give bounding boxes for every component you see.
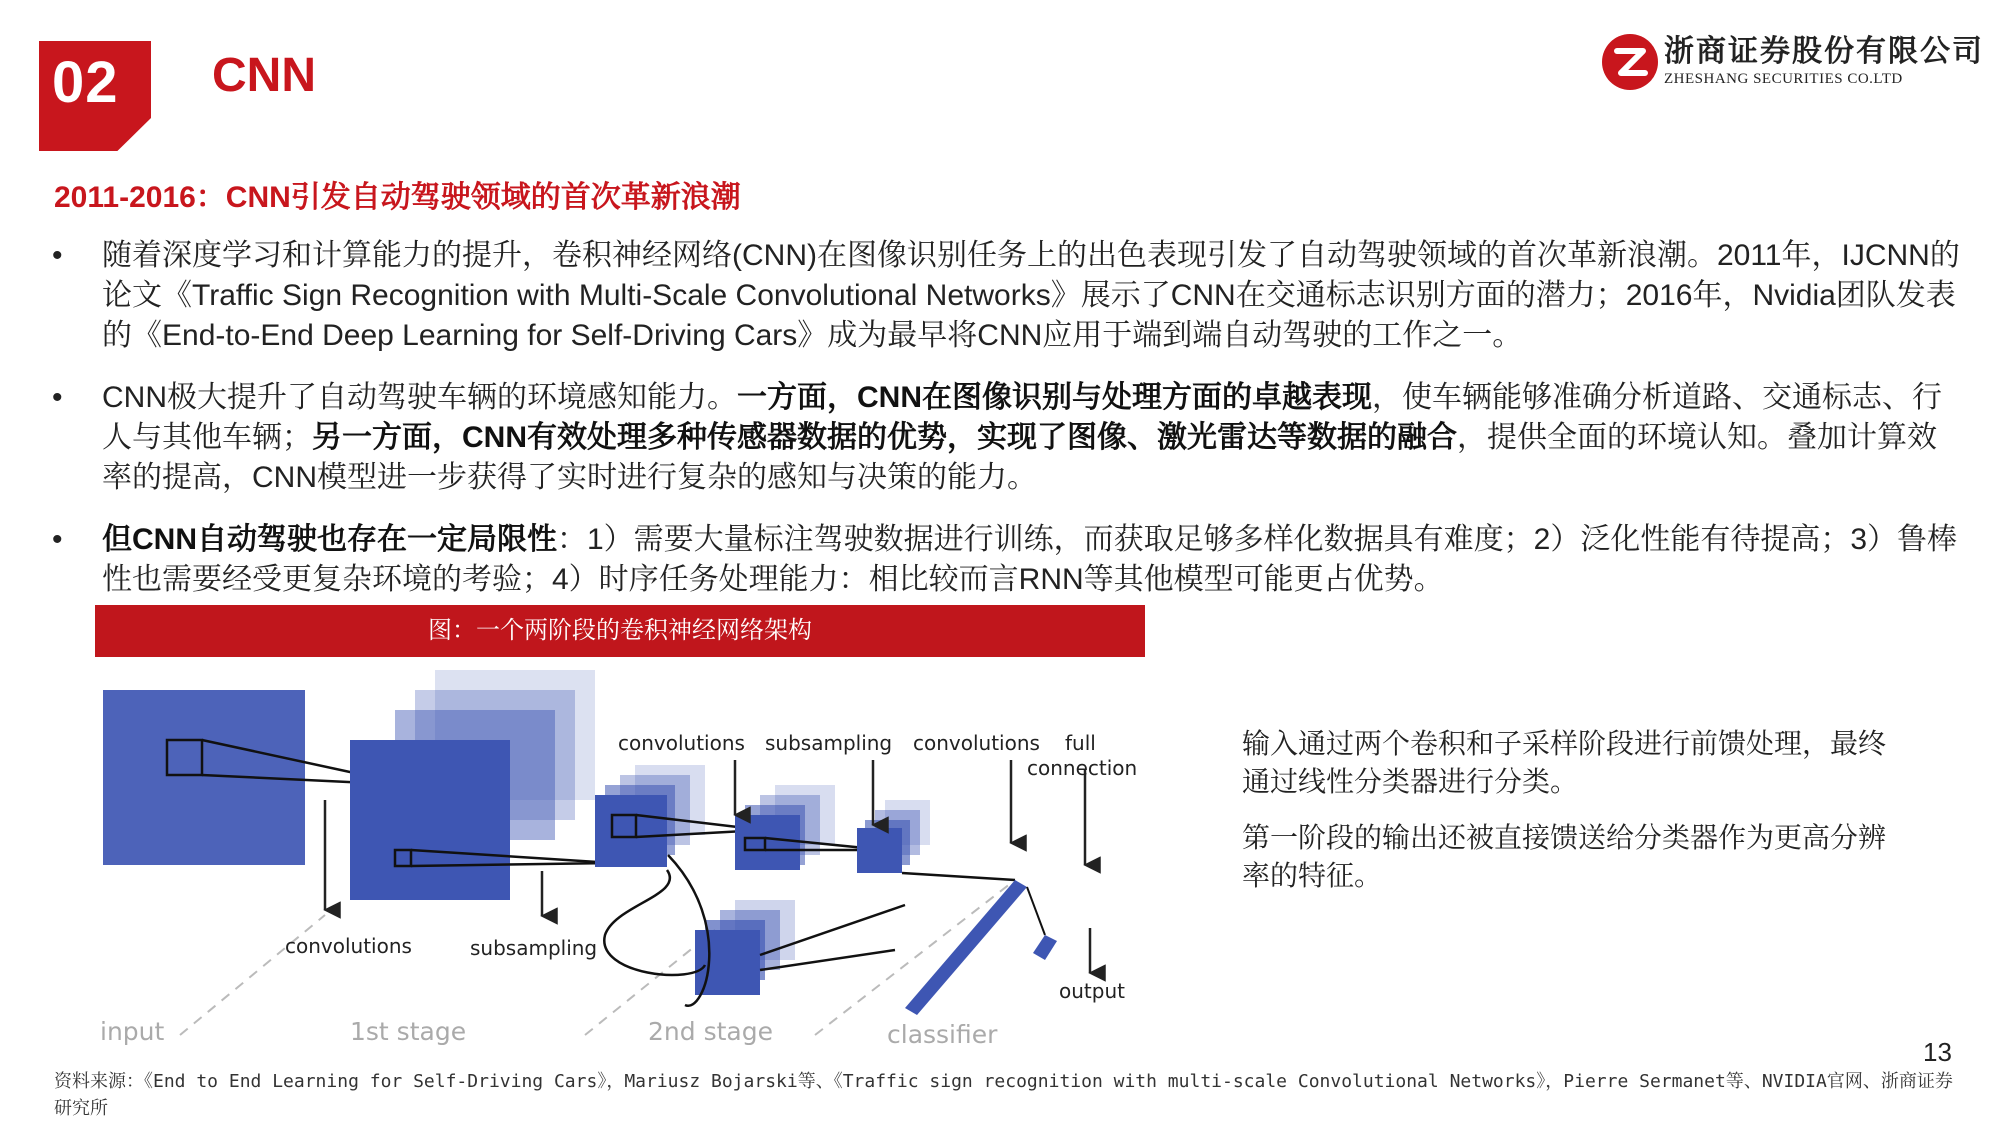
- bullet-text: CNN极大提升了自动驾驶车辆的环境感知能力。: [102, 381, 737, 414]
- cnn-architecture-diagram: [95, 665, 1155, 1060]
- bullet-marker: •: [52, 381, 63, 414]
- label-subsampling: subsampling: [470, 936, 598, 960]
- label-output: output: [1059, 979, 1125, 1003]
- bullet-bold-text: 但CNN自动驾驶也存在一定局限性: [102, 523, 557, 556]
- bullet-marker: •: [52, 523, 63, 556]
- company-name-cn: 浙商证券股份有限公司: [1664, 34, 1984, 69]
- bullet-text: ，提供全面的环境认知。叠加计算效率的提高，CNN模型进一步获得了实时进行复杂的感知与决策的能力。: [102, 421, 1937, 494]
- label-subsampling: subsampling: [765, 731, 893, 755]
- zheshang-logo-icon: [1601, 33, 1659, 91]
- section-title: CNN: [212, 49, 316, 102]
- slide-subtitle: 2011-2016：CNN引发自动驾驶领域的首次革新浪潮: [54, 181, 741, 214]
- classifier-plane: [905, 880, 1027, 1015]
- bullet-text: ：1）需要大量标注驾驶数据进行训练，而获取足够多样化数据具有难度；2）泛化性能有待提高；3）鲁棒性也需要经受更复杂环境的考验；4）时序任务处理能力：相比较而言RNN等其他模型可能更占优势。: [102, 523, 1958, 596]
- bullet-text: 随着深度学习和计算能力的提升，卷积神经网络(CNN)在图像识别任务上的出色表现引发了自动驾驶领域的首次革新浪潮。2011年，IJCNN的论文《Traffic Sign Recognition with Multi-Scale Convolutional Networks》展示了CNN在交通标志识别方面的潜力；2016年，Nvidia团队发表的《End-to-End Deep Learning for Self-Driving Cars》成为最早将CNN应用于端到端自动驾驶的工作之一。: [102, 239, 1960, 352]
- source-note: 资料来源：《End to End Learning for Self-Driving Cars》，Mariusz Bojarski等、《Traffic sign recognition with multi-scale Convolutional Networks》，Pierre Sermanet等、NVIDIA官网、浙商证券研究所: [54, 1071, 1953, 1119]
- figure-caption-bar: [95, 605, 1145, 657]
- figure-description: [1242, 725, 1902, 913]
- bullet-item: [52, 378, 1962, 498]
- label-convolutions: convolutions: [913, 731, 1040, 755]
- bullet-list: [52, 236, 1962, 622]
- stage2-subsampled-maps: [857, 800, 930, 873]
- description-paragraph: 第一阶段的输出还被直接馈送给分类器作为更高分辨率的特征。: [1242, 822, 1887, 891]
- bullet-bold-text: 另一方面，CNN有效处理多种传感器数据的优势，实现了图像、激光雷达等数据的融合: [312, 421, 1457, 454]
- section-number: 02: [52, 50, 119, 115]
- label-stage1: 1st stage: [350, 1017, 467, 1046]
- label-full: full: [1065, 731, 1096, 755]
- bullet-item: [52, 520, 1962, 600]
- label-classifier: classifier: [887, 1020, 998, 1049]
- label-convolutions: convolutions: [618, 731, 745, 755]
- description-paragraph: 输入通过两个卷积和子采样阶段进行前馈处理，最终通过线性分类器进行分类。: [1242, 728, 1887, 797]
- label-input: input: [100, 1017, 165, 1046]
- label-convolutions: convolutions: [285, 934, 412, 958]
- bullet-item: [52, 236, 1962, 356]
- stage2-conv-maps: [735, 785, 835, 870]
- label-connection: connection: [1027, 756, 1138, 780]
- page-number: 13: [1923, 1037, 1952, 1067]
- bullet-bold-text: 一方面，CNN在图像识别与处理方面的卓越表现: [737, 381, 1372, 414]
- company-name-en: ZHESHANG SECURITIES CO.LTD: [1664, 71, 1903, 87]
- bullet-marker: •: [52, 239, 63, 272]
- bullet-text: ，使车辆能够准确分析道路、交通标志、行人与其他车辆；: [102, 381, 1942, 454]
- figure-caption: 图：一个两阶段的卷积神经网络架构: [428, 617, 812, 644]
- label-stage2: 2nd stage: [648, 1017, 773, 1046]
- output-plane: [1033, 935, 1057, 960]
